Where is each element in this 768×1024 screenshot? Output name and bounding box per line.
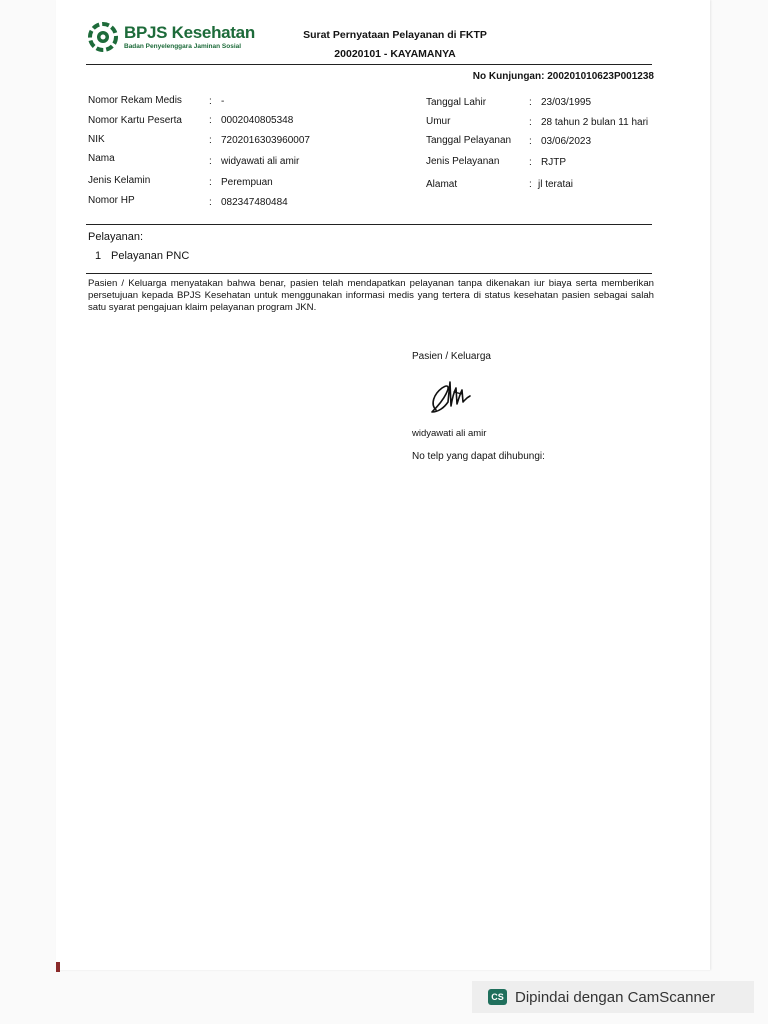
colon: : xyxy=(209,177,212,188)
signer-name: widyawati ali amir xyxy=(412,428,487,439)
header-divider xyxy=(86,64,652,65)
label-umur: Umur xyxy=(426,116,451,127)
colon: : xyxy=(209,156,212,167)
colon: : xyxy=(209,96,212,107)
label-jenis-pelayanan: Jenis Pelayanan xyxy=(426,156,500,167)
label-alamat: Alamat xyxy=(426,179,458,190)
document-title-block xyxy=(250,26,540,64)
contact-phone-label: No telp yang dapat dihubungi: xyxy=(412,451,545,462)
patient-divider xyxy=(86,224,652,225)
service-name: Pelayanan PNC xyxy=(111,250,190,262)
document-title: Surat Pernyataan Pelayanan di FKTP xyxy=(303,29,487,41)
camscanner-icon: CS xyxy=(488,989,507,1005)
label-tanggal-pelayanan: Tanggal Pelayanan xyxy=(426,135,512,146)
logo-subtitle: Badan Penyelenggara Jaminan Sosial xyxy=(124,42,242,50)
service-number: 1 xyxy=(95,250,102,262)
colon: : xyxy=(529,97,532,108)
bpjs-logo xyxy=(86,20,255,54)
bpjs-logo-icon xyxy=(86,20,120,54)
consent-statement: Pasien / Keluarga menyatakan bahwa benar, pasien telah mendapatkan pelayanan tanpa dikenakan iur biaya serta memberikan persetujuan kepada BPJS Kesehatan untuk menggunakan informasi medis yang tertera di status kesehatan pasien sebagai salah satu syarat pengajuan klaim pelayanan program JKN. xyxy=(88,278,654,313)
label-nomor-hp: Nomor HP xyxy=(88,195,135,206)
label-nama: Nama xyxy=(88,153,115,164)
page-edge-mark xyxy=(56,962,60,972)
colon: : xyxy=(209,115,212,126)
camscanner-text: Dipindai dengan CamScanner xyxy=(515,988,716,1006)
value-jenis-kelamin: Perempuan xyxy=(221,177,273,188)
value-umur: 28 tahun 2 bulan 11 hari xyxy=(541,117,649,128)
value-rekam-medis: - xyxy=(221,96,225,107)
signature-label: Pasien / Keluarga xyxy=(412,351,491,362)
value-nomor-hp: 082347480484 xyxy=(221,197,288,208)
label-tanggal-lahir: Tanggal Lahir xyxy=(426,97,487,108)
colon: : xyxy=(209,197,212,208)
value-alamat: jl teratai xyxy=(538,179,574,190)
value-nik: 7202016303960007 xyxy=(221,135,310,146)
services-title: Pelayanan: xyxy=(88,231,144,243)
colon: : xyxy=(529,157,532,168)
colon: : xyxy=(209,135,212,146)
handwritten-signature xyxy=(426,374,476,418)
logo-name: BPJS Kesehatan xyxy=(124,22,255,42)
colon: : xyxy=(529,117,532,128)
colon: : xyxy=(529,179,532,190)
label-rekam-medis: Nomor Rekam Medis xyxy=(88,95,182,106)
label-kartu-peserta: Nomor Kartu Peserta xyxy=(88,115,182,126)
value-tanggal-lahir: 23/03/1995 xyxy=(541,97,592,108)
camscanner-watermark xyxy=(472,981,754,1013)
document-page xyxy=(56,0,710,970)
label-jenis-kelamin: Jenis Kelamin xyxy=(88,175,151,186)
value-kartu-peserta: 0002040805348 xyxy=(221,115,294,126)
value-nama: widyawati ali amir xyxy=(221,156,300,167)
value-jenis-pelayanan: RJTP xyxy=(541,157,566,168)
facility-code: 20020101 - KAYAMANYA xyxy=(334,48,456,60)
services-divider xyxy=(86,273,652,274)
label-nik: NIK xyxy=(88,134,105,145)
visit-number: No Kunjungan: 200201010623P001238 xyxy=(472,71,654,82)
colon: : xyxy=(529,136,532,147)
value-tanggal-pelayanan: 03/06/2023 xyxy=(541,136,592,147)
